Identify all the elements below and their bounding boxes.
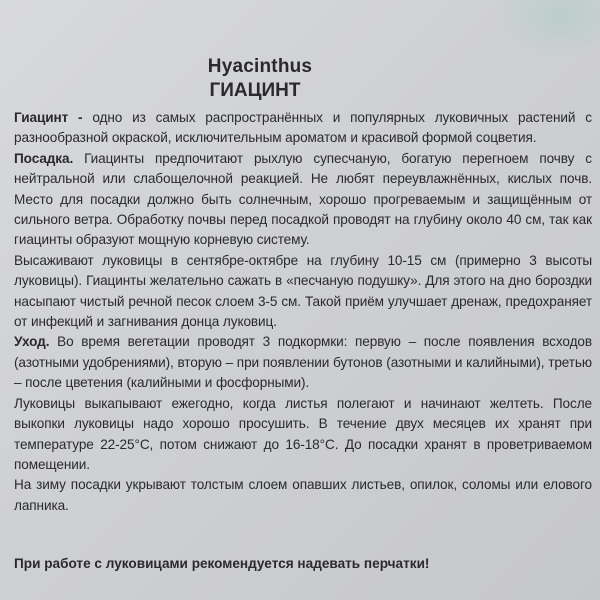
corner-tint-decoration [490, 0, 600, 60]
paragraph-lead: Уход. [14, 334, 50, 350]
russian-title: ГИАЦИНТ [209, 80, 301, 101]
paragraph-planting [14, 149, 592, 251]
paragraph-lead: Гиацинт - [14, 110, 83, 125]
paragraph-text: Во время вегетации проводят 3 подкормки: первую – после появления всходов (азотными удобрениями), вторую – при появлении бутонов (азотными и калийными), третью – после цветения (калийными и фосфорными). [14, 334, 592, 391]
title-block [0, 56, 600, 102]
paragraph-lead: Посадка. [14, 150, 74, 166]
body-text [14, 108, 592, 516]
paragraph-text: Гиацинты предпочитают рыхлую супесчаную, богатую перегноем почву с нейтральной или слабощелочной реакцией. Не любят переувлажнённых, кислых почв. Место для посадки должно быть солнечным, хорошо прогреваемым и защищённым от сильного ветра. Обработку почвы перед посадкой проводят на глубину около 40 см, так как гиацинты образуют мощную корневую систему. [14, 150, 592, 248]
paragraph-text: На зиму посадки укрывают толстым слоем опавших листьев, опилок, соломы или елового лапника. [14, 477, 592, 513]
paragraph-text: одно из самых распространённых и популярных луковичных растений с разнообразной окраской, исключительным ароматом и красивой формой соцветия. [14, 110, 592, 146]
paragraph-text: Луковицы выкапывают ежегодно, когда листья полегают и начинают желтеть. После выкопки луковицы надо хорошо просушить. В течение двух месяцев их хранят при температуре 22-25°С, потом снижают до 16-18°С. До посадки хранят в проветриваемом помещении. [14, 395, 592, 472]
paragraph-winter [14, 475, 592, 516]
paragraph-intro [14, 108, 592, 149]
latin-title: Hyacinthus [207, 56, 313, 77]
gloves-warning: При работе с луковицами рекомендуется надевать перчатки! [14, 556, 430, 571]
paragraph-storage [14, 394, 592, 476]
paragraph-text: Высаживают луковицы в сентябре-октябре на глубину 10-15 см (примерно 3 высоты луковицы). Гиацинты желательно сажать в «песчаную подушку». Для этого на дно бороздки насыпают чистый речной песок слоем 3-5 см. Такой приём улучшает дренаж, предохраняет от инфекций и загнивания донца луковиц. [14, 252, 592, 330]
paragraph-care [14, 332, 592, 393]
paragraph-planting-time [14, 251, 592, 333]
